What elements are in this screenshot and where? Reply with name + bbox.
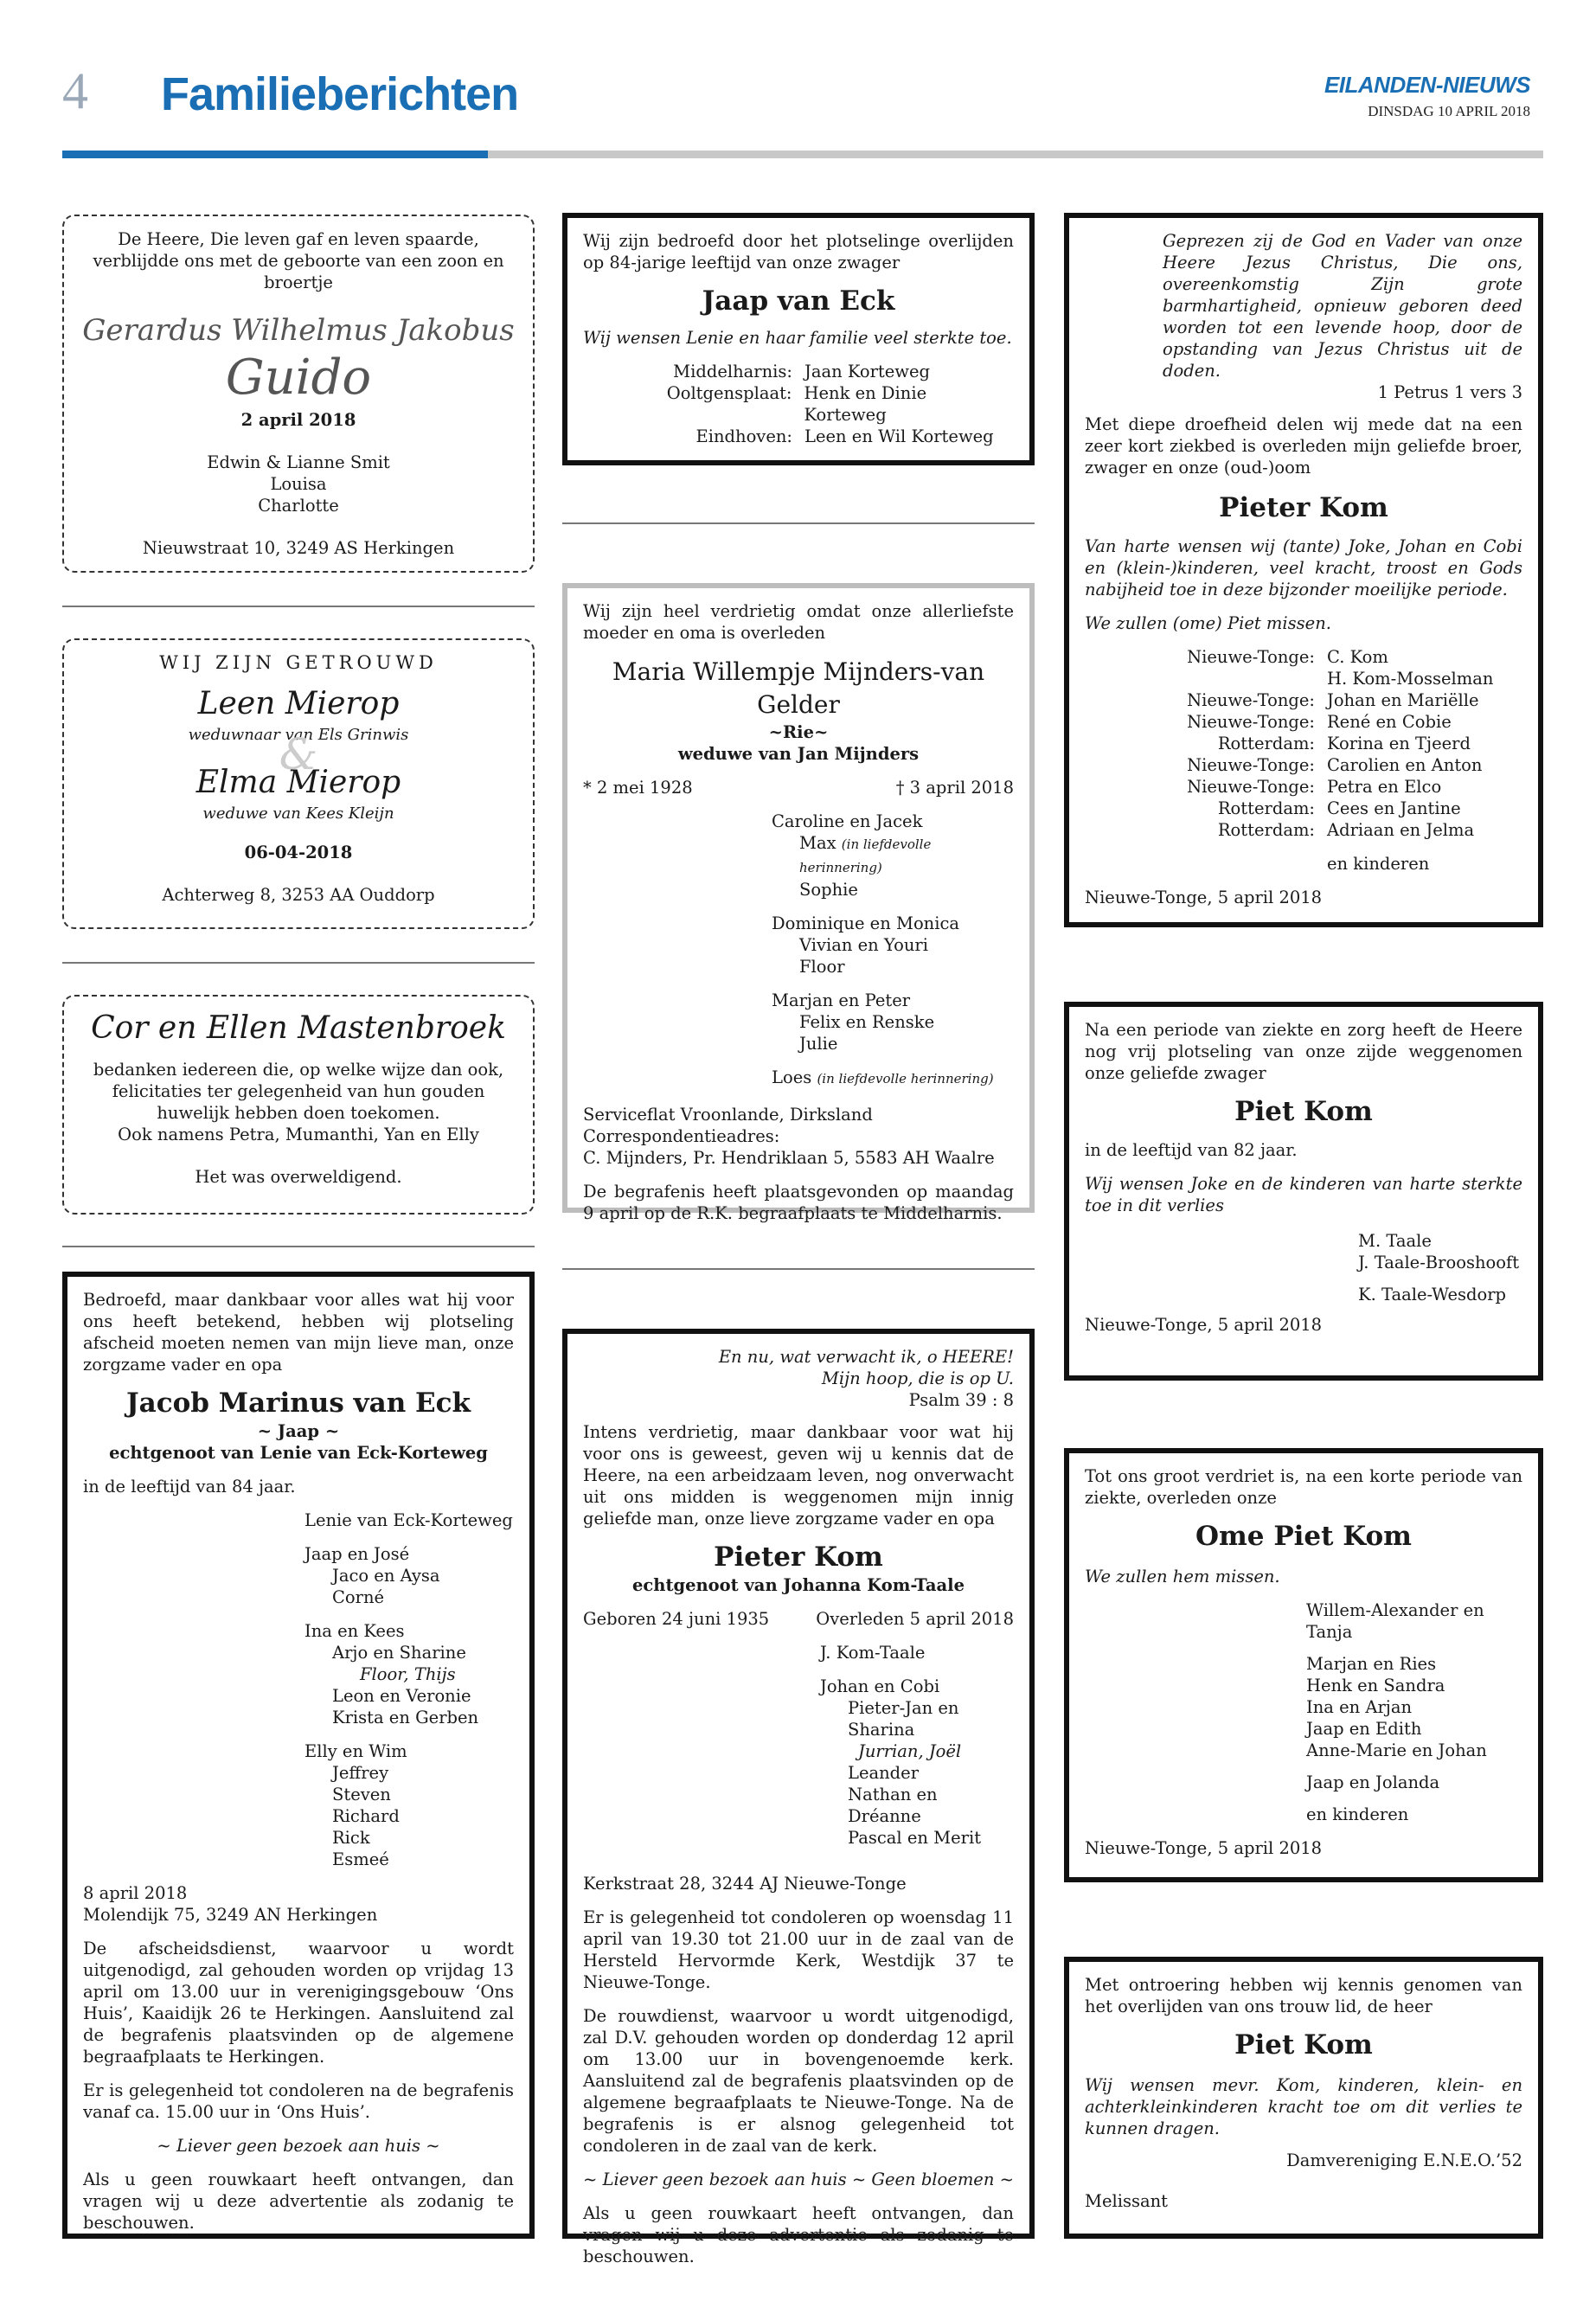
kom4-wish: Wij wensen mevr. Kom, kinderen, klein- en achterkleinkinderen kracht toe om dit verlies te kunnen dragen. (1085, 2075, 1522, 2138)
jaap-wish: Wij wensen Lenie en haar familie veel sterkte toe. (583, 328, 1012, 348)
column-divider (62, 962, 535, 964)
signatory: J. Taale-Brooshooft (1358, 1253, 1520, 1272)
family-member: Steven (332, 1785, 391, 1804)
obituary-pieter-kom (562, 1329, 1035, 2266)
notice-jaap-van-eck (562, 213, 1035, 465)
eck-date: 8 april 2018 (83, 1883, 188, 1903)
signatory-row: Nieuwe-Tonge: Johan en Mariëlle (1187, 690, 1479, 710)
wedding-heading: WIJ ZIJN GETROUWD (159, 652, 438, 673)
eck-intro: Bedroefd, maar dankbaar voor alles wat hij voor ons heeft betekend, hebben wij plotseling afscheid moeten nemen van mijn lieve man, onze zorgzame vader en opa (83, 1290, 514, 1375)
kom1-intro: Met diepe droefheid delen wij mede dat na een zeer kort ziekbed is overleden mijn geliefde broer, zwager en onze (oud-)oom (1085, 414, 1522, 478)
signatory-row: Rotterdam: Adriaan en Jelma (1217, 820, 1475, 840)
pieter-died: Overleden 5 april 2018 (816, 1609, 1014, 1629)
family-member: Loes (in liefdevolle herinnering) (772, 1067, 994, 1087)
signatory-row: Nieuwe-Tonge: Carolien en Anton (1187, 755, 1483, 775)
family-member: Rick (332, 1828, 370, 1848)
pieter-condolence: Er is gelegenheid tot condoleren op woensdag 11 april van 19.30 tot 21.00 uur in de zaal van de Hersteld Hervormde Kerk, Westdijk 37 te Nieuwe-Tonge. (583, 1907, 1014, 1992)
signatory-row: Middelharnis: Jaan Korteweg (673, 362, 931, 381)
maria-spouse: weduwe van Jan Mijnders (677, 744, 920, 764)
eck-card: Als u geen rouwkaart heeft ontvangen, dan vragen wij u deze advertentie als zodanig te beschouwen. (83, 2170, 514, 2233)
maria-nick: ~Rie~ (768, 722, 829, 742)
signatory-row: Nieuwe-Tonge: Petra en Elco (1187, 777, 1442, 797)
eck-nick: ~ Jaap ~ (257, 1421, 340, 1441)
newspaper-logo: EILANDEN-NIEUWS (1324, 72, 1530, 98)
notice-ome-piet-kom (1064, 1448, 1543, 1882)
family-member: Julie (799, 1034, 838, 1054)
birth-intro-2: verblijdde ons met de geboorte van een zoon en broertje (93, 251, 504, 292)
signatory: Willem-Alexander en Tanja (1306, 1600, 1484, 1642)
kom1-wish: Van harte wensen wij (tante) Joke, Johan en Cobi en (klein-)kinderen, veel kracht, troost en Gods nabijheid toe in deze bijzonder moeilijke periode. (1085, 536, 1522, 599)
signatory-row: Ooltgensplaat: Henk en Dinie Korteweg (666, 383, 927, 425)
family-member: Esmeé (332, 1849, 389, 1869)
wedding-groom-note: weduwnaar van Els Grinwis (188, 726, 409, 744)
wedding-bride-note: weduwe van Kees Kleijn (202, 804, 394, 823)
pieter-intro: Intens verdrietig, maar dankbaar voor wat hij voor ons is geweest, geven wij u kennis dat de Heere, na een arbeidzaam leven, nog onverwacht uit ons midden is weggenomen mijn innig geliefde man, onze lieve zorgzame vader en opa (583, 1422, 1014, 1529)
eck-spouse: echtgenoot van Lenie van Eck-Korteweg (109, 1443, 488, 1463)
notice-damvereniging (1064, 1957, 1543, 2239)
family-member: Jaap en José (304, 1544, 410, 1564)
family-member: Nathan en Dréanne (848, 1785, 938, 1826)
thanks-line: bedanken iedereen die, op welke wijze dan ook, (93, 1060, 504, 1080)
eck-name: Jacob Marinus van Eck (125, 1388, 471, 1419)
wedding-bride: Elma Mierop (195, 765, 401, 800)
birth-parents: Edwin & Lianne Smit (207, 452, 390, 472)
pieter-no-visit: ~ Liever geen bezoek aan huis ~ Geen bloemen ~ (583, 2170, 1014, 2189)
kom1-footer: Nieuwe-Tonge, 5 april 2018 (1085, 888, 1323, 907)
family-member: Max (in liefdevolle herinnering) (799, 833, 932, 875)
signatory: K. Taale-Wesdorp (1358, 1285, 1507, 1304)
family-member: Johan en Cobi (820, 1676, 940, 1696)
pieter-verse: En nu, wat verwacht ik, o HEERE! (718, 1347, 1014, 1367)
family-member: Richard (332, 1806, 400, 1826)
jaap-name: Jaap van Eck (702, 285, 895, 317)
thanks-line: felicitaties ter gelegenheid van hun gouden (112, 1081, 485, 1101)
family-member: Vivian en Youri (799, 935, 928, 955)
maria-burial: De begrafenis heeft plaatsgevonden op maandag 9 april op de R.K. begraafplaats te Middelharnis. (583, 1182, 1014, 1223)
pieter-family (583, 1642, 1014, 1849)
family-member: Leon en Veronie (332, 1686, 471, 1706)
signatory: Anne-Marie en Johan (1306, 1740, 1487, 1760)
maria-died: † 3 april 2018 (895, 778, 1014, 798)
birth-sibling: Charlotte (258, 496, 339, 516)
family-member: Pieter-Jan en Sharina (848, 1698, 959, 1740)
birth-callname: Guido (225, 349, 372, 406)
maria-address: Serviceflat Vroonlande, Dirksland (583, 1105, 873, 1125)
signatory-row: H. Kom-Mosselman (1327, 669, 1494, 689)
eck-age: in de leeftijd van 84 jaar. (83, 1477, 296, 1497)
thanks-closing: Het was overweldigend. (195, 1167, 402, 1187)
eck-address: Molendijk 75, 3249 AN Herkingen (83, 1905, 378, 1925)
birth-announcement (62, 215, 535, 573)
kom3-intro: Tot ons groot verdriet is, na een korte periode van ziekte, overleden onze (1085, 1466, 1522, 1508)
kom2-wish: Wij wensen Joke en de kinderen van harte sterkte toe in dit verlies (1085, 1174, 1522, 1215)
column-divider (562, 522, 1035, 524)
pieter-verse: Mijn hoop, die is op U. (821, 1368, 1014, 1388)
thanks-names: Cor en Ellen Mastenbroek (91, 1010, 506, 1046)
family-member: Ina en Kees (304, 1621, 405, 1641)
signatory-row: Eindhoven: Leen en Wil Korteweg (695, 426, 994, 446)
family-member: Leander (848, 1763, 920, 1783)
kom1-verse-ref: 1 Petrus 1 vers 3 (1377, 382, 1522, 402)
family-member: Caroline en Jacek (772, 811, 923, 831)
family-member: Jaco en Aysa (332, 1566, 440, 1586)
pieter-address: Kerkstraat 28, 3244 AJ Nieuwe-Tonge (583, 1874, 907, 1894)
column-divider (62, 606, 535, 607)
kom4-club: Damvereniging E.N.E.O.’52 (1286, 2150, 1522, 2170)
pieter-service: De rouwdienst, waarvoor u wordt uitgenodigd, zal D.V. gehouden worden op donderdag 12 april om 13.00 uur in bovengenoemde kerk. Aansluitend zal de begrafenis plaatsvinden op de algemene begraafplaats te Nieuwe-Tonge. Na de begrafenis is er alsnog gelegenheid tot condoleren in de zaal van de kerk. (583, 2006, 1014, 2156)
wedding-date: 06-04-2018 (244, 843, 353, 862)
signatory: en kinderen (1306, 1804, 1409, 1824)
pieter-dates (583, 1608, 1014, 1630)
signatory: M. Taale (1358, 1231, 1432, 1251)
kom4-intro: Met ontroering hebben wij kennis genomen van het overlijden van ons trouw lid, de heer (1085, 1975, 1522, 2016)
kom2-footer: Nieuwe-Tonge, 5 april 2018 (1085, 1315, 1323, 1335)
family-member: Krista en Gerben (332, 1708, 479, 1727)
eck-condolence: Er is gelegenheid tot condoleren na de begrafenis vanaf ca. 15.00 uur in ‘Ons Huis’. (83, 2080, 514, 2122)
jaap-signatories (583, 361, 1014, 447)
family-member: Arjo en Sharine (332, 1643, 466, 1663)
kom4-place: Melissant (1085, 2191, 1169, 2211)
maria-born: * 2 mei 1928 (583, 778, 693, 798)
header-rule-accent (62, 151, 488, 158)
signatory: Jaap en Jolanda (1306, 1772, 1440, 1792)
birth-fullname: Gerardus Wilhelmus Jakobus (82, 313, 515, 348)
eck-service: De afscheidsdienst, waarvoor u wordt uitgenodigd, zal gehouden worden op vrijdag 13 april om 13.00 uur in verenigingsgebouw ‘Ons Huis’, Kaaidijk 26 te Herkingen. Aansluitend zal de begrafenis plaatsvinden op de algemene begraafplaats te Herkingen. (83, 1939, 514, 2067)
signatory-row: Rotterdam: Korina en Tjeerd (1217, 734, 1471, 753)
column-divider (562, 1268, 1035, 1270)
obituary-maria-mijnders (562, 583, 1035, 1223)
family-member: Jeffrey (332, 1763, 389, 1783)
eck-family (83, 1509, 514, 1870)
pieter-born: Geboren 24 juni 1935 (583, 1609, 770, 1629)
kom2-age: in de leeftijd van 82 jaar. (1085, 1140, 1298, 1160)
maria-intro: Wij zijn heel verdrietig omdat onze allerliefste moeder en oma is overleden (583, 601, 1014, 643)
page-number: 4 (62, 62, 88, 119)
signatory: Jaap en Edith (1306, 1719, 1422, 1739)
signatory: Henk en Sandra (1306, 1676, 1445, 1695)
kom2-name: Piet Kom (1234, 1096, 1373, 1127)
birth-sibling: Louisa (270, 474, 327, 494)
pieter-name: Pieter Kom (714, 1541, 883, 1573)
birth-address: Nieuwstraat 10, 3249 AS Herkingen (142, 538, 455, 558)
kom3-name: Ome Piet Kom (1195, 1521, 1412, 1552)
signatory-row: Nieuwe-Tonge: C. Kom (1187, 647, 1388, 667)
maria-family (583, 811, 1014, 1090)
kom2-intro: Na een periode van ziekte en zorg heeft de Heere nog vrij plotseling van onze zijde weggenomen onze geliefde zwager (1085, 1020, 1522, 1083)
ampersand-ornament: & (279, 729, 318, 779)
maria-dates (583, 777, 1014, 798)
family-member: Jurrian, Joël (858, 1741, 962, 1761)
obituary-jacob-van-eck (62, 1272, 535, 2239)
kom1-signatories (1085, 646, 1522, 875)
notice-pieter-kom-family (1064, 213, 1543, 927)
thanks-announcement (62, 995, 535, 1215)
column-divider (62, 1246, 535, 1247)
family-member: Floor, Thijs (360, 1664, 456, 1684)
family-member: Elly en Wim (304, 1741, 407, 1761)
family-member: Floor (799, 957, 845, 977)
maria-name: Maria Willempje Mijnders-van Gelder (612, 657, 985, 719)
wedding-groom: Leen Mierop (197, 686, 400, 721)
wedding-announcement (62, 638, 535, 929)
pieter-card: Als u geen rouwkaart heeft ontvangen, dan vragen wij u deze advertentie als zodanig te beschouwen. (583, 2203, 1014, 2266)
kom3-miss: We zullen hem missen. (1085, 1567, 1280, 1586)
eck-no-visit: ~ Liever geen bezoek aan huis ~ (157, 2136, 440, 2156)
pieter-verse-ref: Psalm 39 : 8 (908, 1390, 1014, 1410)
birth-intro: De Heere, Die leven gaf en leven spaarde, (118, 229, 479, 249)
kom3-signatories (1085, 1599, 1522, 1825)
family-member: Pascal en Merit (848, 1828, 982, 1848)
kom1-miss: We zullen (ome) Piet missen. (1085, 613, 1331, 633)
thanks-line: huwelijk hebben doen toekomen. (157, 1103, 440, 1123)
kom1-verse: Geprezen zij de God en Vader van onze Heere Jezus Christus, Die ons, overeenkomstig Zijn grote barmhartigheid, opnieuw geboren deed worden tot een levende hoop, door de opstanding van Jezus Christus uit de doden. (1163, 231, 1522, 381)
family-member: Dominique en Monica (772, 913, 960, 933)
family-member: Sophie (799, 880, 858, 900)
signatory-row: Nieuwe-Tonge: René en Cobie (1187, 712, 1452, 732)
family-member: Lenie van Eck-Korteweg (304, 1510, 513, 1530)
signatory: Marjan en Ries (1306, 1654, 1437, 1674)
notice-piet-kom-taale (1064, 1002, 1543, 1381)
maria-correspondence-label: Correspondentieadres: (583, 1126, 780, 1146)
family-member: Corné (332, 1587, 385, 1607)
family-member: J. Kom-Taale (820, 1643, 926, 1663)
issue-date: DINSDAG 10 APRIL 2018 (1368, 103, 1530, 119)
kom1-kids: en kinderen (1327, 854, 1430, 874)
kom1-name: Pieter Kom (1219, 492, 1388, 523)
section-title: Familieberichten (161, 68, 519, 120)
kom2-signatories (1085, 1230, 1522, 1305)
kom3-footer: Nieuwe-Tonge, 5 april 2018 (1085, 1838, 1323, 1858)
jaap-intro: Wij zijn bedroefd door het plotselinge overlijden op 84-jarige leeftijd van onze zwager (583, 231, 1014, 272)
birth-date: 2 april 2018 (240, 410, 356, 430)
thanks-line: Ook namens Petra, Mumanthi, Yan en Elly (118, 1125, 479, 1144)
signatory: Ina en Arjan (1306, 1697, 1413, 1717)
family-member: Marjan en Peter (772, 990, 911, 1010)
wedding-address: Achterweg 8, 3253 AA Ouddorp (162, 885, 435, 905)
maria-correspondence: C. Mijnders, Pr. Hendriklaan 5, 5583 AH Waalre (583, 1148, 995, 1168)
signatory-row: Rotterdam: Cees en Jantine (1217, 798, 1461, 818)
kom4-name: Piet Kom (1234, 2029, 1373, 2061)
family-member: Felix en Renske (799, 1012, 935, 1032)
pieter-spouse: echtgenoot van Johanna Kom-Taale (631, 1575, 965, 1595)
